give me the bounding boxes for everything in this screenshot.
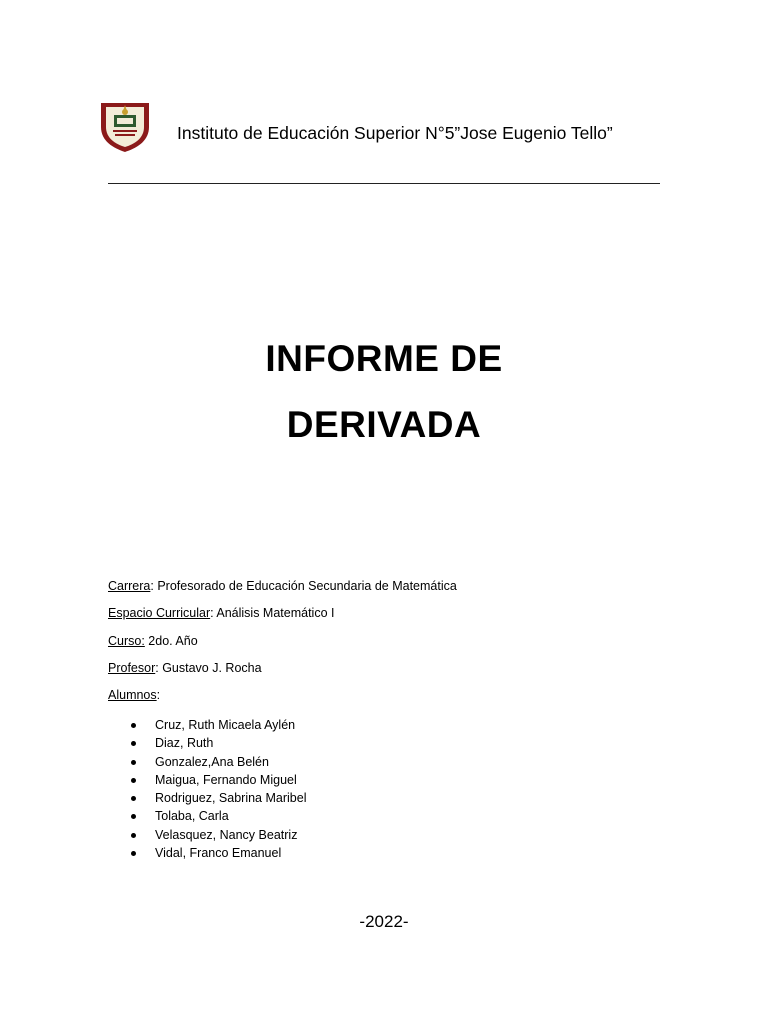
students-list (128, 716, 306, 862)
bullet-icon (131, 796, 136, 801)
list-item (128, 789, 306, 807)
profesor-value: : Gustavo J. Rocha (155, 661, 262, 675)
espacio-curricular-line (108, 606, 334, 620)
espacio-curricular-label: Espacio Curricular (108, 606, 211, 620)
list-item (128, 734, 306, 752)
student-name: Velasquez, Nancy Beatriz (155, 827, 298, 842)
school-crest-icon (97, 97, 153, 153)
bullet-icon (131, 760, 136, 765)
bullet-icon (131, 833, 136, 838)
header-divider (108, 183, 660, 184)
document-year: -2022- (359, 912, 409, 931)
list-item (128, 716, 306, 734)
list-item (128, 771, 306, 789)
bullet-icon (131, 778, 136, 783)
student-name: Gonzalez,Ana Belén (155, 754, 269, 769)
institute-name: Instituto de Educación Superior N°5”Jose Eugenio Tello” (177, 123, 613, 143)
carrera-value: : Profesorado de Educación Secundaria de Matemática (150, 579, 457, 593)
bullet-icon (131, 851, 136, 856)
student-name: Rodriguez, Sabrina Maribel (155, 791, 307, 806)
document-title-line1: INFORME DE (265, 338, 503, 379)
carrera-label: Carrera (108, 579, 151, 593)
curso-line (108, 634, 198, 648)
list-item (128, 844, 306, 862)
student-name: Diaz, Ruth (155, 736, 214, 751)
bullet-icon (131, 814, 136, 819)
list-item (128, 807, 306, 825)
profesor-label: Profesor (108, 661, 156, 675)
curso-label: Curso: (108, 634, 145, 648)
list-item (128, 753, 306, 771)
student-name: Cruz, Ruth Micaela Aylén (155, 718, 296, 732)
carrera-line (108, 579, 457, 593)
document-title-line2: DERIVADA (286, 404, 482, 445)
profesor-line (108, 661, 262, 675)
student-name: Maigua, Fernando Miguel (155, 772, 297, 787)
student-name: Tolaba, Carla (155, 809, 229, 824)
alumnos-label: Alumnos (108, 688, 157, 702)
student-name: Vidal, Franco Emanuel (155, 846, 282, 861)
curso-value: 2do. Año (144, 634, 198, 648)
bullet-icon (131, 741, 136, 746)
alumnos-colon: : (156, 688, 161, 702)
bullet-icon (131, 723, 136, 728)
alumnos-line (108, 688, 160, 702)
list-item (128, 826, 306, 844)
espacio-curricular-value: : Análisis Matemático I (210, 606, 335, 620)
